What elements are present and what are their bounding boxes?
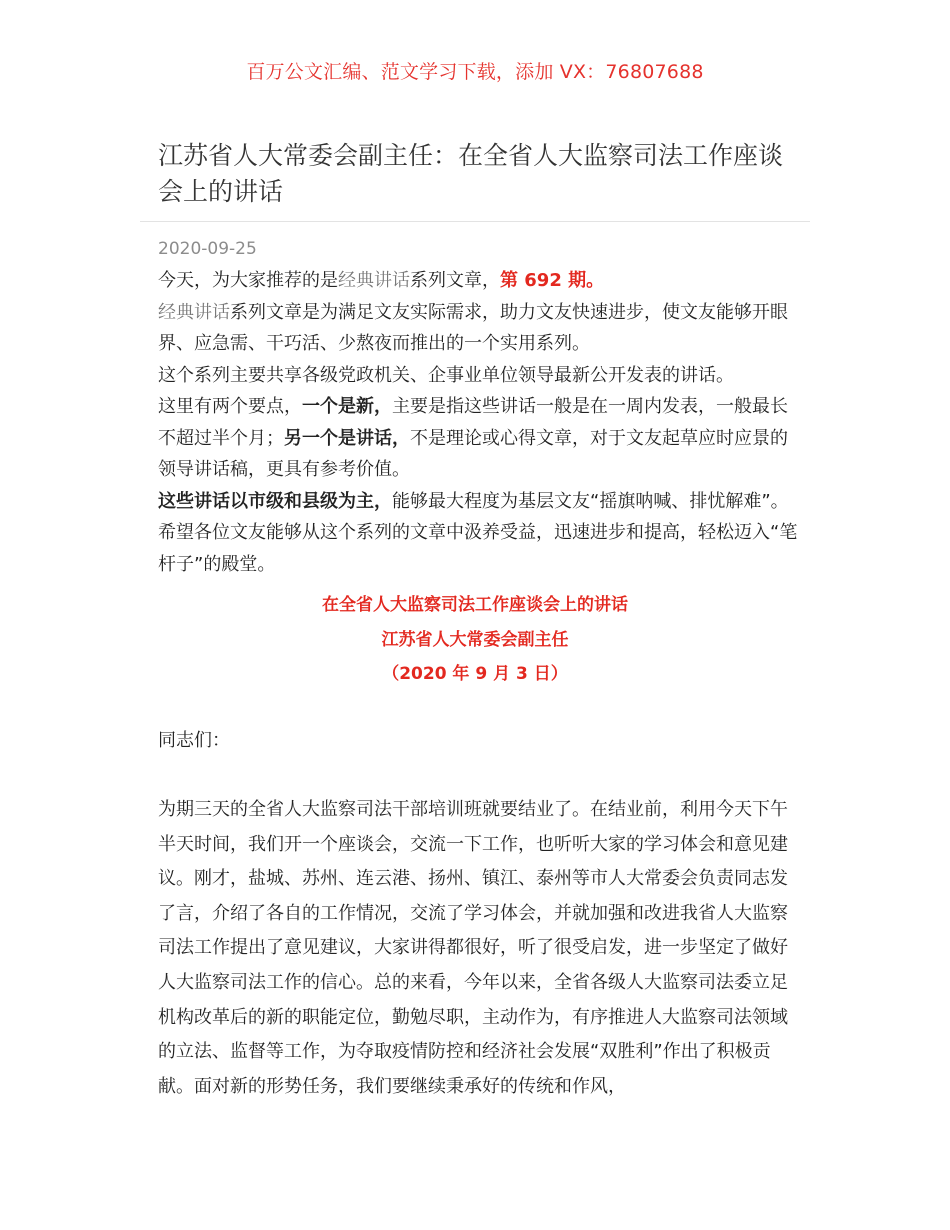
intro-text: 这里有两个要点， xyxy=(158,396,302,417)
salutation: 同志们： xyxy=(158,730,230,751)
intro-line-1 xyxy=(158,265,798,297)
intro-paragraph-2 xyxy=(158,297,798,360)
intro-paragraph-5 xyxy=(158,486,798,581)
key-point-new: 一个是新， xyxy=(302,396,392,417)
intro-text: 系列文章， xyxy=(410,270,500,291)
series-name: 经典讲话 xyxy=(338,270,410,291)
speech-date: （2020 年 9 月 3 日） xyxy=(382,664,568,684)
publish-date: 2020-09-25 xyxy=(158,239,257,259)
intro-text: 主要是指这些讲话一般是在一周内发表，一般最长不超过半个月； xyxy=(158,396,788,449)
intro-text: 能够最大程度为基层文友“摇旗呐喊、排忧解难”。希望各位文友能够从这个系列的文章中汲养受益，迅速进步和提高，轻松迈入“笔杆子”的殿堂。 xyxy=(158,490,798,575)
intro-paragraph-3: 这个系列主要共享各级党政机关、企事业单位领导最新公开发表的讲话。 xyxy=(158,364,734,386)
intro-text: 系列文章是为满足文友实际需求，助力文友快速进步，使文友能够开眼界、应急需、干巧活、少熬夜而推出的一个实用系列。 xyxy=(158,301,788,354)
series-intro xyxy=(158,265,798,580)
speech-body: 为期三天的全省人大监察司法干部培训班就要结业了。在结业前，利用今天下午半天时间，我们开一个座谈会，交流一下工作，也听听大家的学习体会和意见建议。刚才，盐城、苏州、连云港、扬州、镇江、泰州等市人大常委会负责同志发了言，介绍了各自的工作情况，交流了学习体会，并就加强和改进我省人大监察司法工作提出了意见建议，大家讲得都很好，听了很受启发，进一步坚定了做好人大监察司法工作的信心。总的来看，今年以来，全省各级人大监察司法委立足机构改革后的新的职能定位，勤勉尽职，主动作为，有序推进人大监察司法领域的立法、监督等工作，为夺取疫情防控和经济社会发展“双胜利”作出了积极贡献。面对新的形势任务，我们要继续秉承好的传统和作风， xyxy=(158,799,788,1097)
intro-paragraph-4 xyxy=(158,391,798,486)
speech-title: 在全省人大监察司法工作座谈会上的讲话 xyxy=(322,595,628,615)
key-point-speech: 另一个是讲话， xyxy=(284,427,410,449)
promo-banner: 百万公文汇编、范文学习下载，添加 VX：76807688 xyxy=(246,61,704,83)
intro-text: 不是理论或心得文章，对于文友起草应时应景的领导讲话稿，更具有参考价值。 xyxy=(158,427,788,480)
issue-number: 第 692 期。 xyxy=(500,270,605,291)
speech-speaker: 江苏省人大常委会副主任 xyxy=(381,630,569,650)
title-divider xyxy=(140,221,810,222)
intro-text: 今天，为大家推荐的是 xyxy=(158,270,338,291)
key-point-level: 这些讲话以市级和县级为主， xyxy=(158,490,392,512)
article-title: 江苏省人大常委会副主任：在全省人大监察司法工作座谈会上的讲话 xyxy=(158,141,784,206)
series-name: 经典讲话 xyxy=(158,301,230,323)
